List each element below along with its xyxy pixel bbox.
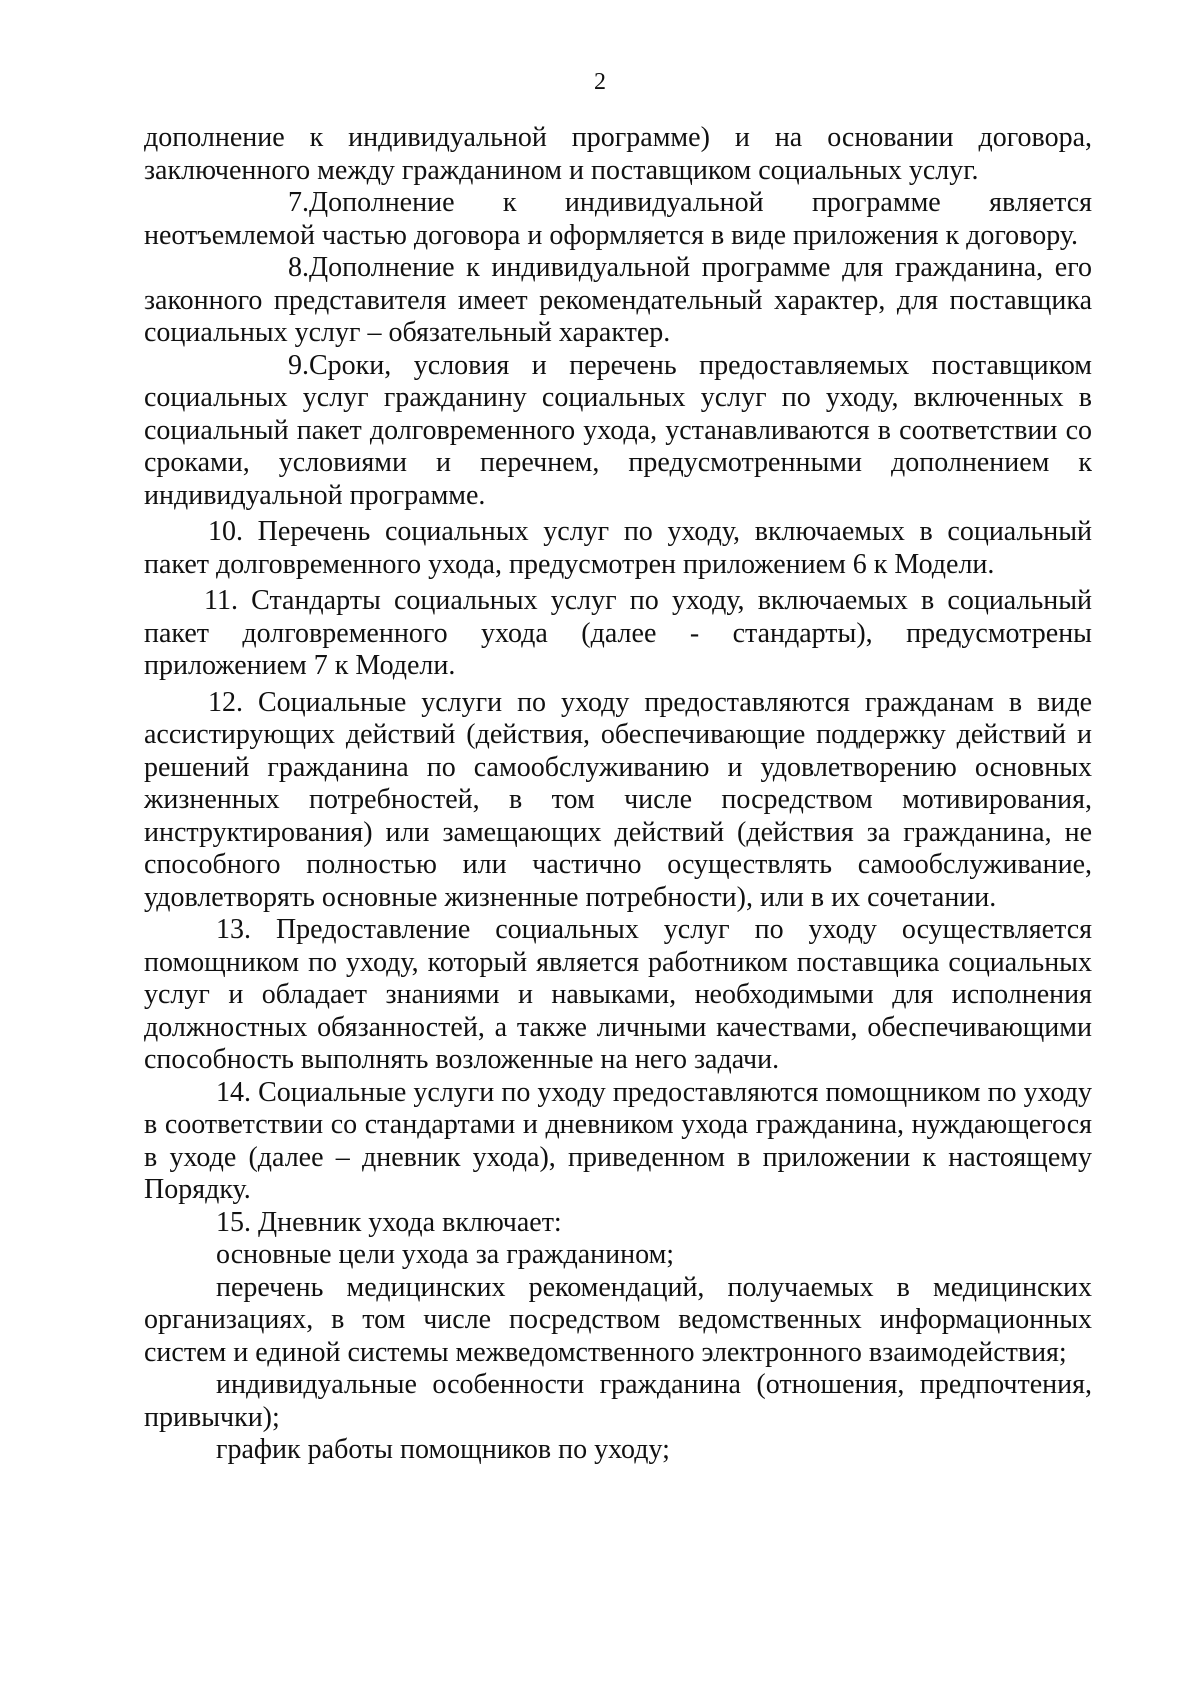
paragraph-text: Сроки, условия и перечень предоставляемых поставщиком социальных услуг гражданину социальных услуг по уходу, включенных в социальный пакет долговременного ухода, устанавливаются в соответствии со сроками, условиями и перечнем, предусмотренными дополнением к индивидуальной программе. [144,349,1092,511]
list-item-goals [144,1239,1092,1272]
paragraph-text: Дополнение к индивидуальной программе для гражданина, его законного представителя имеет рекомендательный характер, для поставщика социальных услуг – обязательный характер. [144,252,1092,348]
list-item-individual-features [144,1369,1092,1434]
paragraph-number: 9. [288,349,309,381]
paragraph-text: дополнение к индивидуальной программе) и на основании договора, заключенного между гражданином и поставщиком социальных услуг. [144,122,1092,186]
paragraph-15 [144,1207,1092,1240]
paragraph-number: 8. [288,252,309,283]
paragraph-10 [144,516,1092,581]
paragraph-text: 10. Перечень социальных услуг по уходу, включаемых в социальный пакет долговременного ухода, предусмотрен приложением 6 к Модели. [144,516,1092,580]
list-item-schedule [144,1434,1092,1467]
paragraph-text: перечень медицинских рекомендаций, получаемых в медицинских организациях, в том числе посредством ведомственных информационных систем и единой системы межведомственного электронного взаимодействия; [144,1271,1092,1368]
paragraph-text: 15. Дневник ухода включает: [216,1206,562,1238]
paragraph-text: график работы помощников по уходу; [216,1434,670,1465]
list-item-medical-recommendations [144,1272,1092,1370]
paragraph-continuation [144,122,1092,187]
paragraph-7 [144,187,1092,252]
paragraph-text: основные цели ухода за гражданином; [216,1239,675,1270]
paragraph-number: 7. [288,187,309,218]
paragraph-text: 11. Стандарты социальных услуг по уходу, включаемых в социальный пакет долговременного ухода (далее - стандарты), предусмотрены приложением 7 к Модели. [144,585,1092,681]
document-body [144,122,1092,1467]
paragraph-11 [144,585,1092,683]
paragraph-text: 13. Предоставление социальных услуг по уходу осуществляется помощником по уходу, который является работником поставщика социальных услуг и обладает знаниями и навыками, необходимыми для исполнения должностных обязанностей, а также личными качествами, обеспечивающими способность выполнять возложенные на него задачи. [144,914,1092,1075]
paragraph-9 [144,350,1092,513]
paragraph-text: Дополнение к индивидуальной программе является неотъемлемой частью договора и оформляется в виде приложения к договору. [144,187,1092,251]
paragraph-8 [144,252,1092,350]
paragraph-14 [144,1077,1092,1207]
paragraph-text: 12. Социальные услуги по уходу предоставляются гражданам в виде ассистирующих действий (действия, обеспечивающие поддержку действий и решений гражданина по самообслуживанию и удовлетворению основных жизненных потребностей, в том числе посредством мотивирования, инструктирования) или замещающих действий (действия за гражданина, не способного полностью или частично осуществлять самообслуживание, удовлетворять основные жизненные потребности), или в их сочетании. [144,686,1092,913]
paragraph-12 [144,687,1092,915]
paragraph-text: 14. Социальные услуги по уходу предоставляются помощником по уходу в соответствии со стандартами и дневником ухода гражданина, нуждающегося в уходе (далее – дневник ухода), приведенном в приложении к настоящему Порядку. [144,1076,1092,1205]
page-number: 2 [594,69,606,95]
paragraph-text: индивидуальные особенности гражданина (отношения, предпочтения, привычки); [144,1369,1092,1433]
paragraph-13 [144,914,1092,1077]
